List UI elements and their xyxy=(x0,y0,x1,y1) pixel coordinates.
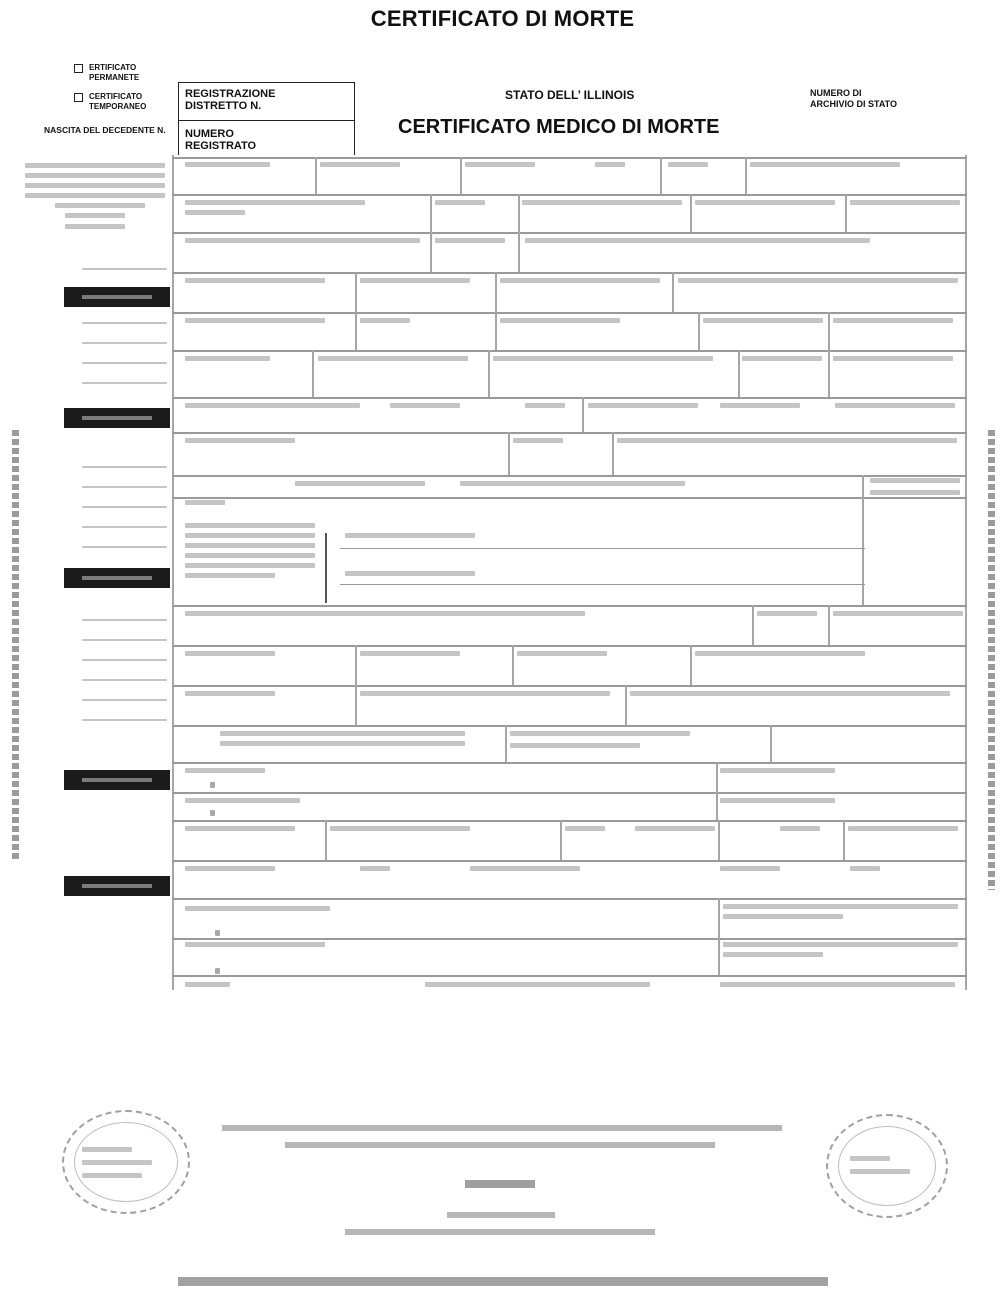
blurred-rule xyxy=(82,342,167,344)
form-row-divider xyxy=(172,898,967,900)
blurred-text xyxy=(525,238,870,243)
blurred-text xyxy=(850,866,880,871)
blurred-text xyxy=(668,162,708,167)
blurred-text xyxy=(65,213,125,218)
form-cell-divider xyxy=(518,194,520,272)
form-cell-divider xyxy=(828,605,830,645)
form-row-divider xyxy=(172,762,967,764)
form-row-divider xyxy=(172,475,967,477)
form-cell-divider xyxy=(505,725,507,762)
registration-district-field[interactable]: REGISTRAZIONE DISTRETTO N. xyxy=(178,82,355,121)
blurred-rule xyxy=(82,322,167,324)
blurred-text xyxy=(720,768,835,773)
blurred-text xyxy=(630,691,950,696)
form-row-divider xyxy=(172,725,967,727)
blurred-text xyxy=(185,543,315,548)
blurred-text xyxy=(185,356,270,361)
blurred-text xyxy=(470,866,580,871)
blurred-text xyxy=(185,691,275,696)
form-cell-divider xyxy=(495,272,497,350)
temporary-certificate-label: CERTIFICATO TEMPORANEO xyxy=(89,92,147,111)
blurred-text xyxy=(848,826,958,831)
signature-label xyxy=(465,1180,535,1188)
form-row-divider xyxy=(172,432,967,434)
blurred-text xyxy=(65,224,125,229)
section-tab xyxy=(64,770,170,790)
blurred-text xyxy=(185,906,330,911)
blurred-text xyxy=(833,356,953,361)
blurred-text xyxy=(185,826,295,831)
section-tab xyxy=(64,408,170,428)
form-row-divider xyxy=(172,685,967,687)
blurred-text xyxy=(318,356,468,361)
blurred-text xyxy=(185,533,315,538)
blurred-text xyxy=(185,318,325,323)
blurred-text xyxy=(723,904,958,909)
blurred-text xyxy=(360,278,470,283)
blurred-rule xyxy=(82,268,167,270)
certification-statement xyxy=(222,1125,782,1131)
blurred-text xyxy=(723,942,958,947)
blurred-text xyxy=(695,200,835,205)
blurred-text xyxy=(513,438,563,443)
signature-marker xyxy=(215,968,220,974)
form-cell-divider xyxy=(508,432,510,475)
blurred-text xyxy=(390,403,460,408)
blurred-text xyxy=(360,866,390,871)
form-left-border xyxy=(172,155,174,990)
cause-line xyxy=(340,584,865,585)
blurred-text xyxy=(500,318,620,323)
blurred-text xyxy=(465,162,535,167)
blurred-rule xyxy=(82,382,167,384)
form-cell-divider xyxy=(560,820,562,860)
form-cell-divider xyxy=(672,272,674,312)
form-cell-divider xyxy=(315,157,317,194)
form-cell-divider xyxy=(625,685,627,725)
cause-bracket xyxy=(325,533,327,603)
blurred-text xyxy=(588,403,698,408)
blurred-text xyxy=(435,238,505,243)
state-label: STATO DELL’ ILLINOIS xyxy=(505,88,635,102)
blurred-text xyxy=(185,982,230,987)
blurred-text xyxy=(517,651,607,656)
form-cell-divider xyxy=(582,397,584,432)
blurred-text xyxy=(220,741,465,746)
form-cell-divider xyxy=(460,157,462,194)
blurred-rule xyxy=(82,506,167,508)
blurred-text xyxy=(635,826,715,831)
form-cell-divider xyxy=(718,820,720,860)
signature-marker xyxy=(210,810,215,816)
form-cell-divider xyxy=(512,645,514,685)
blurred-text xyxy=(345,533,475,538)
form-cell-divider xyxy=(845,194,847,232)
blurred-text xyxy=(185,210,245,215)
blurred-text xyxy=(320,162,400,167)
form-cell-divider xyxy=(843,820,845,860)
form-row-divider xyxy=(172,975,967,977)
form-row-divider xyxy=(172,860,967,862)
blurred-rule xyxy=(82,362,167,364)
blurred-text xyxy=(510,743,640,748)
vertical-side-text xyxy=(12,430,19,860)
blurred-text xyxy=(835,403,955,408)
form-cell-divider xyxy=(698,312,700,350)
form-cell-divider xyxy=(690,194,692,232)
form-row-divider xyxy=(172,397,967,399)
blurred-text xyxy=(25,183,165,188)
blurred-rule xyxy=(82,486,167,488)
form-row-divider xyxy=(172,157,967,159)
form-cell-divider xyxy=(716,762,718,820)
blurred-text xyxy=(360,651,460,656)
certification-statement xyxy=(285,1142,715,1148)
blurred-rule xyxy=(82,659,167,661)
blurred-rule xyxy=(82,546,167,548)
blurred-text xyxy=(55,203,145,208)
blurred-text xyxy=(435,200,485,205)
form-cell-divider xyxy=(862,475,864,605)
form-row-divider xyxy=(172,272,967,274)
form-cell-divider xyxy=(430,194,432,272)
blurred-text xyxy=(25,193,165,198)
vertical-side-text xyxy=(988,430,995,890)
footer-warning xyxy=(178,1277,828,1286)
blurred-text xyxy=(595,162,625,167)
blurred-rule xyxy=(82,719,167,721)
blurred-text xyxy=(720,403,800,408)
blurred-text xyxy=(185,200,365,205)
blurred-text xyxy=(185,438,295,443)
blurred-text xyxy=(703,318,823,323)
blurred-text xyxy=(695,651,865,656)
blurred-text xyxy=(833,318,953,323)
blurred-text xyxy=(678,278,958,283)
section-tab xyxy=(64,876,170,896)
document-title: CERTIFICATO DI MORTE xyxy=(370,6,635,31)
form-row-divider xyxy=(172,938,967,940)
blurred-text xyxy=(720,982,955,987)
form-cell-divider xyxy=(355,645,357,725)
blurred-text xyxy=(780,826,820,831)
blurred-rule xyxy=(82,466,167,468)
blurred-text xyxy=(25,163,165,168)
blurred-text xyxy=(360,691,610,696)
form-cell-divider xyxy=(718,898,720,975)
blurred-text xyxy=(185,768,265,773)
blurred-text xyxy=(850,200,960,205)
permanent-certificate-label: ERTIFICATO PERMANETE xyxy=(89,63,140,82)
blurred-text xyxy=(185,523,315,528)
blurred-text xyxy=(525,403,565,408)
blurred-text xyxy=(185,942,325,947)
blurred-text xyxy=(500,278,660,283)
form-row-divider xyxy=(172,194,967,196)
birth-number-label: NASCITA DEL DECEDENTE N. xyxy=(44,125,166,135)
blurred-text xyxy=(185,278,325,283)
form-cell-divider xyxy=(612,432,614,475)
form-row-divider xyxy=(172,820,967,822)
state-archive-number-label: NUMERO DI ARCHIVIO DI STATO xyxy=(810,88,898,109)
blurred-text xyxy=(757,611,817,616)
blurred-text xyxy=(460,481,685,486)
blurred-text xyxy=(185,798,300,803)
blurred-text xyxy=(185,611,585,616)
cause-line xyxy=(340,548,865,549)
form-row-divider xyxy=(172,605,967,607)
form-row-divider xyxy=(172,497,967,499)
form-cell-divider xyxy=(325,820,327,860)
blurred-rule xyxy=(82,526,167,528)
blurred-text xyxy=(345,571,475,576)
blurred-text xyxy=(510,731,690,736)
form-cell-divider xyxy=(355,272,357,350)
seal-icon xyxy=(62,1110,190,1214)
blurred-text xyxy=(742,356,822,361)
form-cell-divider xyxy=(770,725,772,762)
form-row-divider xyxy=(172,792,967,794)
blurred-text xyxy=(220,731,465,736)
blurred-text xyxy=(185,500,225,505)
section-tab xyxy=(64,287,170,307)
blurred-text xyxy=(185,866,275,871)
section-tab xyxy=(64,568,170,588)
form-cell-divider xyxy=(690,645,692,685)
blurred-text xyxy=(185,403,360,408)
blurred-text xyxy=(750,162,900,167)
official-name xyxy=(447,1212,555,1218)
registered-number-field[interactable]: NUMERO REGISTRATO xyxy=(178,121,355,155)
blurred-text xyxy=(833,611,963,616)
blurred-text xyxy=(870,478,960,483)
blurred-text xyxy=(185,651,275,656)
blurred-text xyxy=(723,952,823,957)
blurred-text xyxy=(360,318,410,323)
seal-icon xyxy=(826,1114,948,1218)
form-cell-divider xyxy=(738,350,740,397)
official-title xyxy=(345,1229,655,1235)
blurred-text xyxy=(565,826,605,831)
blurred-rule xyxy=(82,679,167,681)
signature-marker xyxy=(215,930,220,936)
blurred-rule xyxy=(82,639,167,641)
blurred-rule xyxy=(82,699,167,701)
form-row-divider xyxy=(172,232,967,234)
form-cell-divider xyxy=(828,312,830,397)
blurred-text xyxy=(522,200,682,205)
form-cell-divider xyxy=(488,350,490,397)
form-right-border xyxy=(965,155,967,990)
form-row-divider xyxy=(172,312,967,314)
blurred-text xyxy=(723,914,843,919)
blurred-text xyxy=(185,238,420,243)
form-title: CERTIFICATO MEDICO DI MORTE xyxy=(398,116,720,138)
blurred-text xyxy=(425,982,650,987)
blurred-text xyxy=(25,173,165,178)
blurred-text xyxy=(295,481,425,486)
blurred-text xyxy=(185,162,270,167)
blurred-text xyxy=(330,826,470,831)
blurred-text xyxy=(185,563,315,568)
blurred-text xyxy=(185,573,275,578)
blurred-text xyxy=(720,866,780,871)
blurred-text xyxy=(720,798,835,803)
form-row-divider xyxy=(172,645,967,647)
blurred-text xyxy=(185,553,315,558)
blurred-rule xyxy=(82,619,167,621)
form-cell-divider xyxy=(312,350,314,397)
blurred-text xyxy=(493,356,713,361)
form-cell-divider xyxy=(745,157,747,194)
blurred-text xyxy=(617,438,957,443)
signature-marker xyxy=(210,782,215,788)
blurred-text xyxy=(870,490,960,495)
form-cell-divider xyxy=(660,157,662,194)
form-row-divider xyxy=(172,350,967,352)
form-cell-divider xyxy=(752,605,754,645)
